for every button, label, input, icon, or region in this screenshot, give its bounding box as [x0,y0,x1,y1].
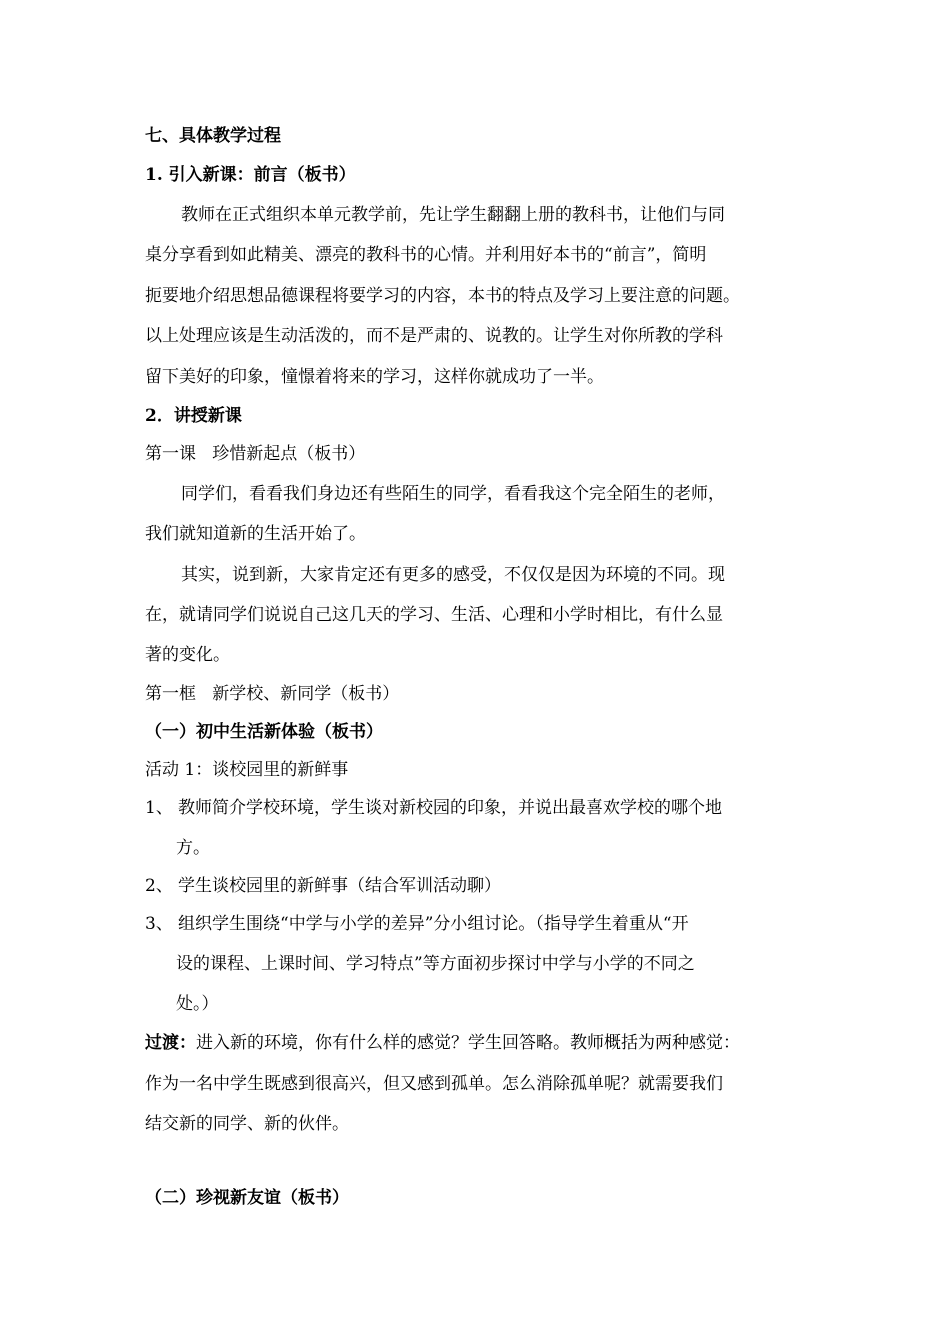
list-item-1-number: 1、 [145,798,173,818]
step1-heading: 1. 引入新课：前言（板书） [145,165,356,185]
list-item-3-line-3: 处。） [176,994,219,1014]
para1-line-2: 桌分享看到如此精美、漂亮的教科书的心情。并利用好本书的“前言”，简明 [145,245,707,265]
lesson1-title: 第一课 珍惜新起点（板书） [145,444,366,464]
para3-line-3: 著的变化。 [145,645,230,665]
para1-line-3: 扼要地介绍思想品德课程将要学习的内容，本书的特点及学习上要注意的问题。 [145,286,740,306]
transition-line-3: 结交新的同学、新的伙伴。 [145,1114,349,1134]
list-item-1-line-1: 教师简介学校环境，学生谈对新校园的印象，并说出最喜欢学校的哪个地 [178,798,722,818]
sub1-heading: （一）初中生活新体验（板书） [145,722,383,742]
activity1-label: 活动 1：谈校园里的新鲜事 [145,760,349,780]
para1-line-1: 教师在正式组织本单元教学前，先让学生翻翻上册的教科书，让他们与同 [181,205,725,225]
transition-line-1 [145,1031,740,1055]
list-item-3-number: 3、 [145,914,173,934]
section-title: 七、具体教学过程 [145,126,281,146]
para3-line-2: 在，就请同学们说说自己这几天的学习、生活、心理和小学时相比，有什么显 [145,605,723,625]
para2-line-1: 同学们，看看我们身边还有些陌生的同学，看看我这个完全陌生的老师， [181,484,725,504]
para1-line-4: 以上处理应该是生动活泼的，而不是严肃的、说教的。让学生对你所教的学科 [145,326,723,346]
transition-line-2: 作为一名中学生既感到很高兴，但又感到孤单。怎么消除孤单呢？就需要我们 [145,1074,723,1094]
list-item-2-line-1: 学生谈校园里的新鲜事（结合军训活动聊） [178,876,501,896]
step2-heading: 2．讲授新课 [145,406,242,426]
list-item-3-line-1: 组织学生围绕“中学与小学的差异”分小组讨论。（指导学生着重从“开 [178,914,689,934]
list-item-3-line-2: 设的课程、上课时间、学习特点”等方面初步探讨中学与小学的不同之 [176,954,695,974]
list-item-2-number: 2、 [145,876,173,896]
transition-label: 过渡： [145,1033,196,1053]
transition-text: 进入新的环境，你有什么样的感觉？学生回答略。教师概括为两种感觉： [196,1033,740,1053]
frame1-title: 第一框 新学校、新同学（板书） [145,684,400,704]
para1-line-5: 留下美好的印象，憧憬着将来的学习，这样你就成功了一半。 [145,367,604,387]
para3-line-1: 其实，说到新，大家肯定还有更多的感受，不仅仅是因为环境的不同。现 [181,565,725,585]
sub2-heading: （二）珍视新友谊（板书） [145,1188,349,1208]
para2-line-2: 我们就知道新的生活开始了。 [145,524,366,544]
list-item-1-line-2: 方。 [176,838,210,858]
